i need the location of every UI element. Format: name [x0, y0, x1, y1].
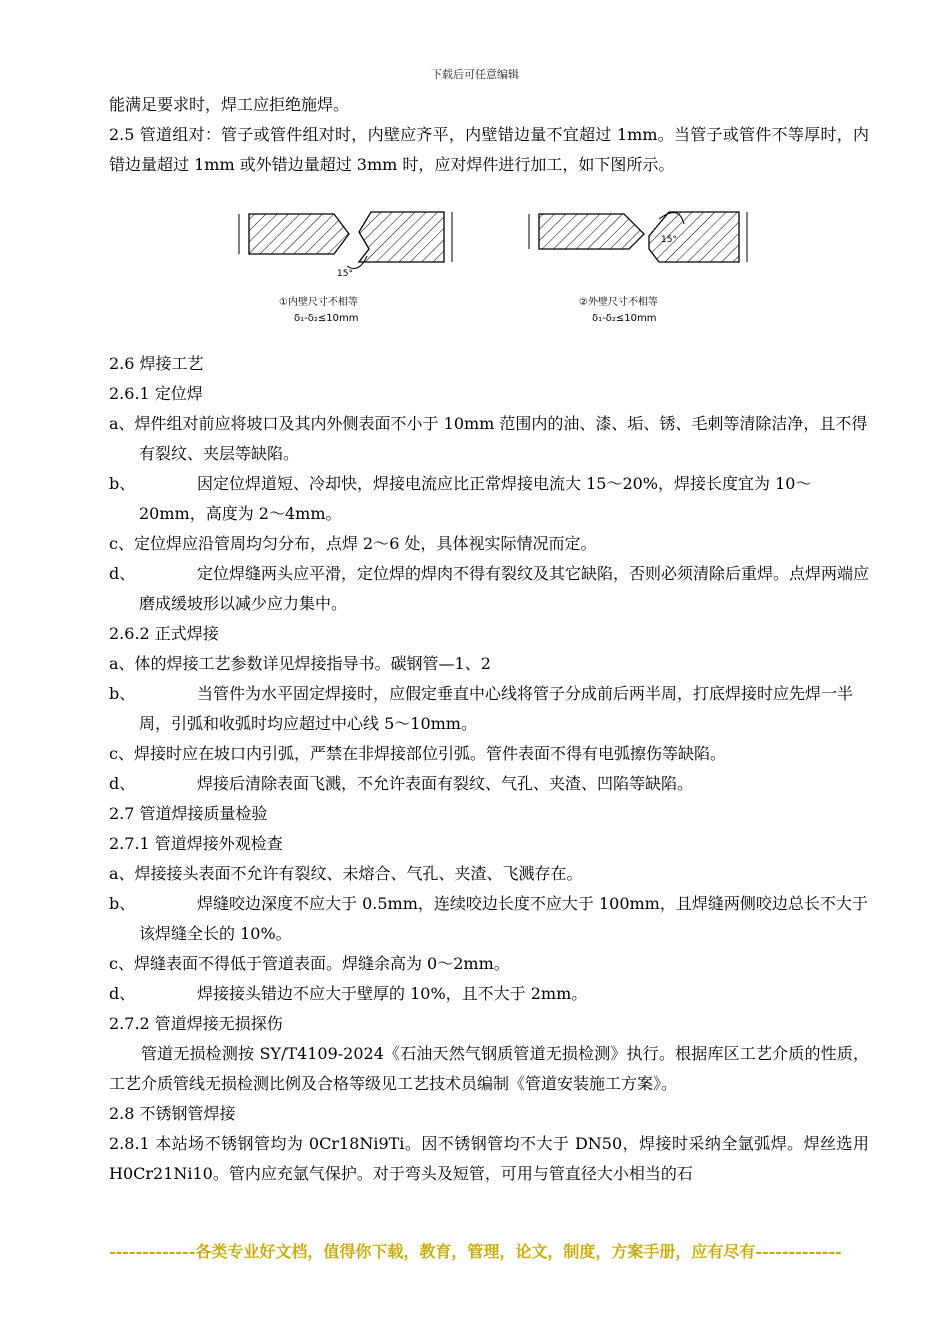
list-text: 当管件为水平固定焊接时，应假定垂直中心线将管子分成前后两半周，打底焊接时应先焊一半周，引弧和收弧时均应超过中心线 5～10mm。	[139, 684, 854, 733]
list-item	[109, 949, 869, 979]
list-marker: c、	[109, 744, 134, 763]
list-marker: a、	[109, 654, 135, 673]
list-marker: c、	[109, 534, 134, 553]
section-heading-2-6-2: 2.6.2 正式焊接	[109, 624, 219, 643]
list-text: 焊接接头错边不应大于壁厚的 10%，且不大于 2mm。	[197, 984, 588, 1003]
list-marker: b、	[109, 474, 136, 493]
list-text: 因定位焊道短、冷却快，焊接电流应比正常焊接电流大 15～20%，焊接长度宜为 10～20mm，高度为 2～4mm。	[139, 474, 812, 523]
list-marker: b、	[109, 684, 136, 703]
inner-wall-diagram	[219, 204, 464, 284]
list-text: 焊件组对前应将坡口及其内外侧表面不小于 10mm 范围内的油、漆、垢、锈、毛刺等清除洁净，且不得有裂纹、夹层等缺陷。	[134, 414, 868, 463]
paragraph: 能满足要求时，焊工应拒绝施焊。	[109, 95, 350, 114]
paragraph-2-5: 2.5 管道组对：管子或管件组对时，内壁应齐平，内壁错边量不宜超过 1mm。当管子或管件不等厚时，内错边量超过 1mm 或外错边量超过 3mm 时，应对焊件进行加工，如下图所示。	[109, 125, 869, 174]
list-item	[109, 769, 869, 799]
list-text: 焊缝咬边深度不应大于 0.5mm，连续咬边长度不应大于 100mm，且焊缝两侧咬边总长不大于该焊缝全长的 10%。	[139, 894, 868, 943]
promo-footer: -------------各类专业好文档，值得你下载，教育，管理，论文，制度，方案手册，应有尽有-------------	[109, 1242, 842, 1261]
list-item	[109, 529, 869, 559]
section-heading-2-7: 2.7 管道焊接质量检验	[109, 804, 268, 823]
svg-text:15°: 15°	[337, 269, 353, 279]
svg-text:15°: 15°	[661, 235, 677, 245]
right-caption-2: δ₁-δ₂≤10mm	[592, 313, 657, 324]
list-marker: b、	[109, 894, 136, 913]
paragraph-2-8-1: 2.8.1 本站场不锈钢管均为 0Cr18Ni9Ti。因不锈钢管均不大于 DN50，焊接时采纳全氩弧焊。焊丝选用 H0Cr21Ni10。管内应充氩气保护。对于弯头及短管，可用与管直径大小相当的石	[109, 1134, 869, 1183]
list-item	[109, 739, 869, 769]
page-header: 下载后可任意编辑	[431, 68, 519, 81]
right-caption-1: ②外壁尺寸不相等	[579, 297, 658, 308]
list-text: 定位焊应沿管周均匀分布，点焊 2～6 处，具体视实际情况而定。	[133, 534, 597, 553]
list-item	[109, 859, 869, 889]
list-marker: d、	[109, 564, 136, 583]
section-heading-2-8: 2.8 不锈钢管焊接	[109, 1104, 236, 1123]
outer-wall-diagram	[519, 204, 764, 284]
weld-figure	[109, 184, 869, 349]
list-item	[109, 649, 869, 679]
list-item	[109, 889, 869, 949]
list-marker: a、	[109, 414, 135, 433]
list-text: 焊接后清除表面飞溅，不允许表面有裂纹、气孔、夹渣、凹陷等缺陷。	[197, 774, 694, 793]
list-text: 焊缝表面不得低于管道表面。焊缝余高为 0～2mm。	[133, 954, 510, 973]
document-body	[109, 90, 869, 1189]
section-heading-2-7-1: 2.7.1 管道焊接外观检查	[109, 834, 283, 853]
list-item	[109, 679, 869, 739]
list-text: 定位焊缝两头应平滑，定位焊的焊肉不得有裂纹及其它缺陷，否则必须清除后重焊。点焊两端应磨成缓坡形以减少应力集中。	[139, 564, 870, 613]
list-text: 体的焊接工艺参数详见焊接指导书。碳钢管—1、2	[134, 654, 491, 673]
list-item	[109, 979, 869, 1009]
list-text: 焊接接头表面不允许有裂纹、未熔合、气孔、夹渣、飞溅存在。	[134, 864, 583, 883]
list-marker: d、	[109, 774, 136, 793]
section-heading-2-6-1: 2.6.1 定位焊	[109, 384, 203, 403]
list-item	[109, 469, 869, 529]
list-item	[109, 559, 869, 619]
left-caption-1: ①内壁尺寸不相等	[279, 297, 358, 308]
list-marker: d、	[109, 984, 136, 1003]
list-text: 焊接时应在坡口内引弧，严禁在非焊接部位引弧。管件表面不得有电弧擦伤等缺陷。	[133, 744, 726, 763]
paragraph-2-7-2: 管道无损检测按 SY/T4109-2024《石油天然气钢质管道无损检测》执行。根据库区工艺介质的性质，工艺介质管线无损检测比例及合格等级见工艺技术员编制《管道安装施工方案》。	[109, 1044, 869, 1093]
list-item	[109, 409, 869, 469]
left-caption-2: δ₁-δ₂≤10mm	[294, 313, 359, 324]
section-heading-2-7-2: 2.7.2 管道焊接无损探伤	[109, 1014, 283, 1033]
list-marker: a、	[109, 864, 135, 883]
section-heading-2-6: 2.6 焊接工艺	[109, 354, 204, 373]
list-marker: c、	[109, 954, 134, 973]
